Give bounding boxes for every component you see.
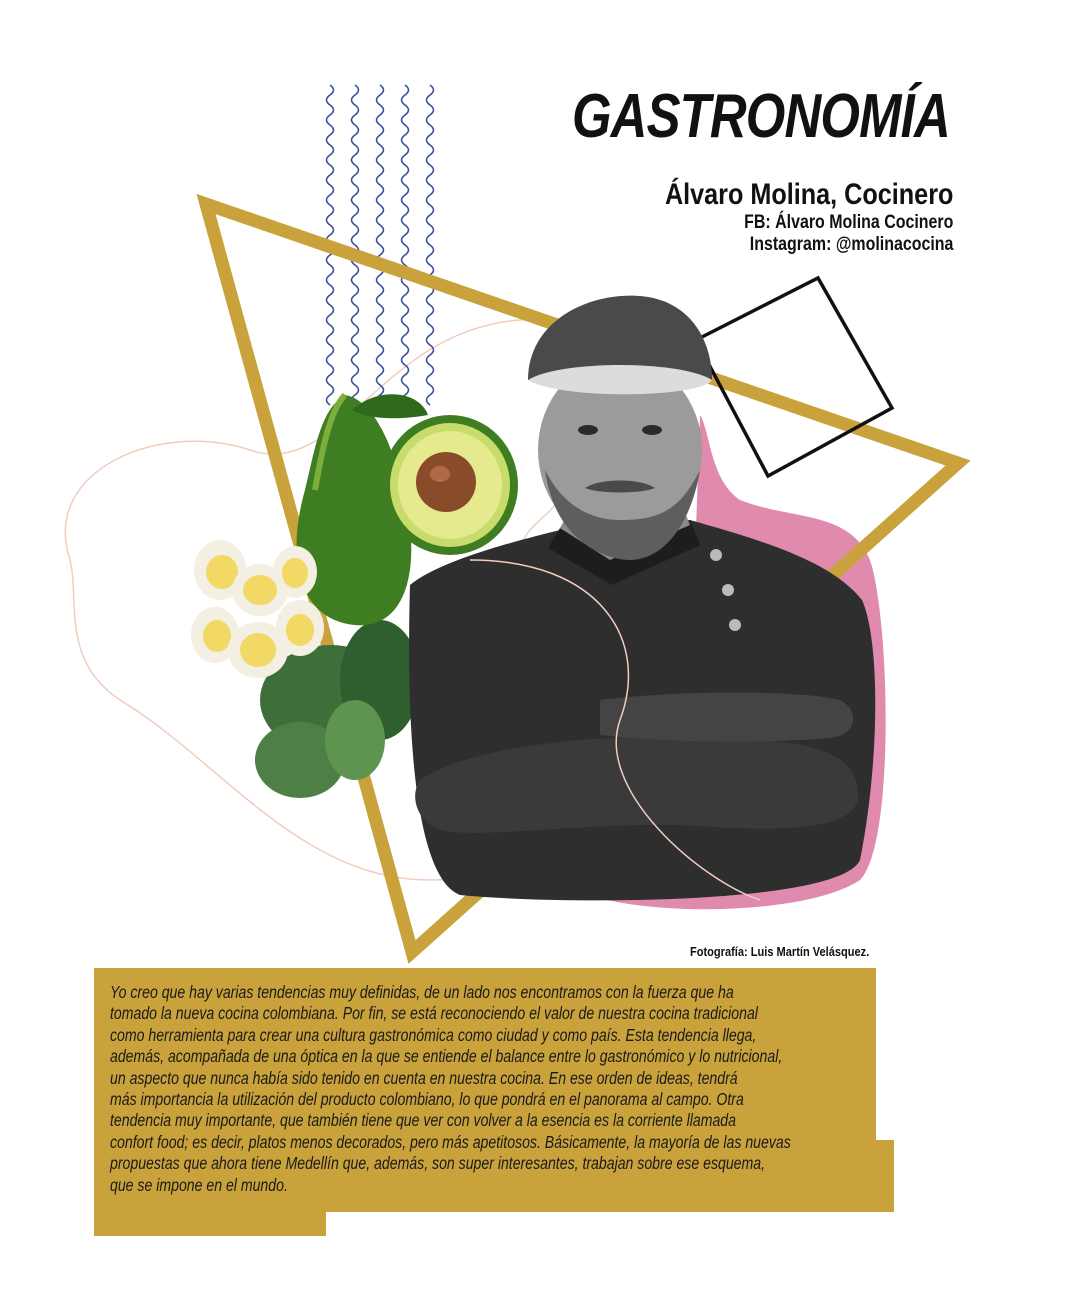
quote-line: que se impone en el mundo. [110,1174,288,1195]
avocado-half-icon [382,415,518,555]
author-instagram: Instagram: @molinacocina [749,234,953,255]
quote-line: tomado la nueva cocina colombiana. Por fin, se está reconociendo el valor de nuestra cocina tradicional [110,1003,758,1024]
quote-paragraph [110,982,873,1196]
section-title: GASTRONOMÍA [572,82,950,151]
author-name: Álvaro Molina, Cocinero [664,178,953,211]
wavy-line-3 [377,85,384,405]
wavy-line-5 [427,85,434,405]
author-facebook: FB: Álvaro Molina Cocinero [743,212,953,233]
quote-line: Yo creo que hay varias tendencias muy definidas, de un lado nos encontramos con la fuerza que ha [110,982,734,1002]
photo-credit: Fotografía: Luis Martín Velásquez. [690,944,870,959]
quote-line: un aspecto que nunca había sido tenido en cuenta en nuestra cocina. En ese orden de ideas, tendrá [110,1067,738,1088]
egg [273,546,317,598]
quote-background [94,1212,326,1236]
quote-line: tendencia muy importante, que también tiene que ver con volver a la esencia es la corriente llamada [110,1110,736,1131]
quote-line: propuestas que ahora tiene Medellín que, además, son super interesantes, trabajan sobre ese esquema, [110,1153,766,1174]
egg [276,600,324,656]
quote-line: confort food; es decir, platos menos decorados, pero más apetitosos. Básicamente, la mayoría de las nuevas [110,1131,791,1152]
quote-line: como herramienta para crear una cultura gastronómica como ciudad y como país. Esta tendencia llega, [110,1024,757,1045]
author-byline [665,178,953,256]
quote-line: más importancia la utilización del producto colombiano, lo que pondrá en el panorama al campo. Otra [110,1089,744,1110]
wavy-line-4 [402,85,409,405]
wavy-line-2 [352,85,359,405]
quote-line: además, acompañada de una óptica en la que se entiende el balance entre lo gastronómico y lo nutricional, [110,1046,783,1067]
